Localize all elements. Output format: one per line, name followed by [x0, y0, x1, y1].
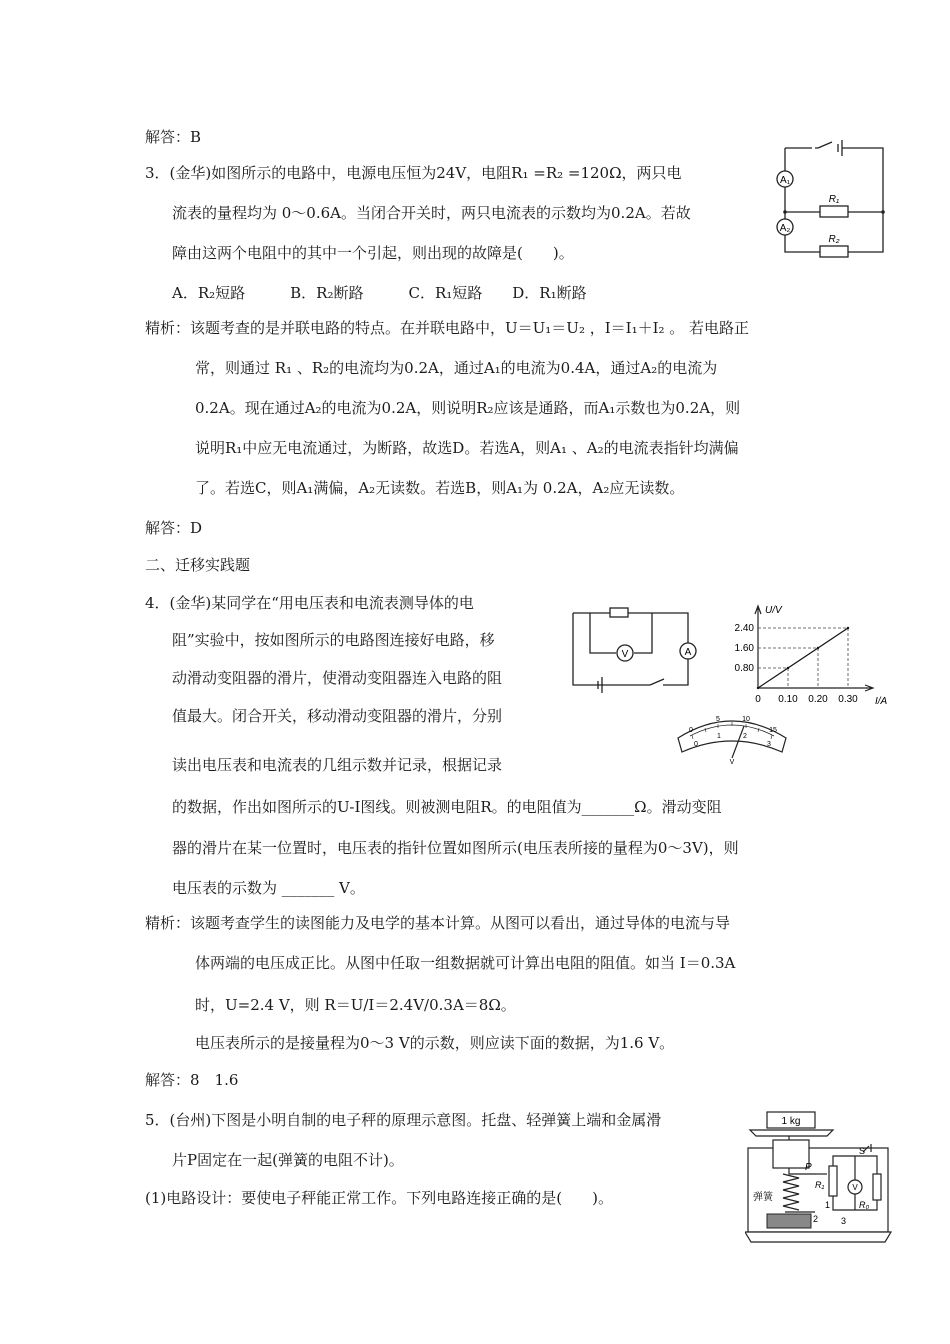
- q3-analysis-1: 精析：该题考查的是并联电路的特点。在并联电路中，U＝U₁＝U₂ ，I＝I₁＋I₂ 。 若电路正: [145, 319, 750, 337]
- chart-y-tick-label: 1.60: [734, 643, 754, 654]
- s-label: S: [859, 1146, 866, 1156]
- q4-ui-chart: [725, 600, 900, 710]
- q3-options: A．R₂短路 B．R₂断路 C．R₁短路 D．R₁断路: [172, 284, 587, 302]
- chart-x-tick-label: 0: [755, 694, 761, 705]
- q3-line1: 3．(金华)如图所示的电路中，电源电压恒为24V，电阻R₁ =R₂ =120Ω，两只电: [145, 164, 682, 182]
- chart-point: [757, 687, 759, 689]
- q4-analysis-2: 体两端的电压成正比。从图中任取一组数据就可计算出电阻的阻值。如当 I＝0.3A: [195, 954, 736, 972]
- q3-line3: 障由这两个电阻中的其中一个引起，则出现的故障是( )。: [172, 244, 574, 262]
- dial-top-5: 5: [716, 716, 720, 723]
- chart-point: [817, 647, 819, 649]
- q4-line4: 值最大。闭合开关，移动滑动变阻器的滑片，分别: [172, 707, 503, 725]
- q4-answer: 解答：8 1.6: [145, 1071, 239, 1089]
- r0-label: R₀: [859, 1200, 870, 1210]
- dial-top-0: 0: [689, 727, 693, 734]
- spring-label: 弹簧: [753, 1192, 773, 1203]
- a2-label: A₂: [779, 223, 791, 234]
- chart-ylabel: U/V: [765, 605, 782, 616]
- terminal-1: 1: [825, 1200, 831, 1210]
- a1-label: A₁: [779, 175, 791, 186]
- dial-bottom-3: 3: [767, 741, 771, 748]
- q3-analysis-4: 说明R₁中应无电流通过，为断路，故选D。若选A，则A₁ 、A₂的电流表指针均满偏: [195, 439, 739, 457]
- dial-top-15: 15: [769, 727, 777, 734]
- chart-data-line: [758, 628, 848, 688]
- q5-line3: (1)电路设计：要使电子秤能正常工作。下列电路连接正确的是( )。: [145, 1189, 613, 1207]
- q3-line2: 流表的量程均为 0～0.6A。当闭合开关时，两只电流表的示数均为0.2A。若故: [172, 204, 691, 222]
- section-heading: 二、迁移实践题: [145, 556, 251, 574]
- weight-label: 1 kg: [781, 1116, 801, 1127]
- v-label-q5: V: [852, 1183, 858, 1192]
- chart-x-tick-label: 0.20: [808, 694, 828, 705]
- dial-bottom-2: 2: [743, 733, 747, 740]
- q5-line1: 5．(台州)下图是小明自制的电子秤的原理示意图。托盘、轻弹簧上端和金属滑: [145, 1111, 662, 1129]
- q3-analysis-2: 常，则通过 R₁ 、R₂的电流均为0.2A，通过A₁的电流为0.4A，通过A₂的电流为: [195, 359, 718, 377]
- chart-y-tick-label: 2.40: [734, 623, 754, 634]
- q4-line6: 的数据，作出如图所示的U-I图线。则被测电阻R。的电阻值为_______Ω。滑动变阻: [172, 798, 722, 816]
- q5-scale-diagram: [745, 1108, 895, 1248]
- dial-bottom-0: 0: [694, 741, 698, 748]
- terminal-3: 3: [841, 1216, 847, 1226]
- chart-point: [847, 627, 849, 629]
- dial-top-10: 10: [742, 716, 750, 723]
- chart-point: [787, 667, 789, 669]
- q3-circuit-diagram: [770, 130, 890, 260]
- p-label: P: [805, 1162, 812, 1173]
- dial-bottom-1: 1: [717, 733, 721, 740]
- q4-circuit-diagram: [568, 605, 718, 695]
- q4-line3: 动滑动变阻器的滑片，使滑动变阻器连入电路的阻: [172, 669, 503, 687]
- q2-answer: 解答：B: [145, 128, 202, 146]
- voltmeter-dial: [672, 708, 792, 766]
- q4-line5: 读出电压表和电流表的几组示数并记录，根据记录: [172, 756, 503, 774]
- q4-line1: 4．(金华)某同学在“用电压表和电流表测导体的电: [145, 594, 474, 612]
- q3-analysis-3: 0.2A。现在通过A₂的电流为0.2A，则说明R₂应该是通路，而A₁示数也为0.2A，则: [195, 399, 741, 417]
- r2-label: R₂: [828, 234, 840, 245]
- q4-analysis-1: 精析：该题考查学生的读图能力及电学的基本计算。从图可以看出，通过导体的电流与导: [145, 914, 731, 932]
- chart-x-tick-label: 0.10: [778, 694, 798, 705]
- q5-line2: 片P固定在一起(弹簧的电阻不计)。: [172, 1151, 404, 1169]
- q3-answer: 解答：D: [145, 519, 203, 537]
- q3-analysis-5: 了。若选C，则A₁满偏，A₂无读数。若选B，则A₁为 0.2A，A₂应无读数。: [195, 479, 685, 497]
- chart-x-tick-label: 0.30: [838, 694, 858, 705]
- r1-label: R₁: [828, 194, 840, 205]
- q4-analysis-4: 电压表所示的是接量程为0～3 V的示数，则应读下面的数据，为1.6 V。: [195, 1034, 675, 1052]
- dial-unit: V: [729, 759, 735, 766]
- terminal-2: 2: [813, 1214, 819, 1224]
- q4-line2: 阻”实验中，按如图所示的电路图连接好电路，移: [172, 631, 495, 649]
- q4-v-label: V: [621, 649, 629, 660]
- r1-label-q5: R₁: [815, 1180, 825, 1190]
- q4-a-label: A: [684, 647, 692, 658]
- q4-analysis-3: 时，U=2.4 V，则 R＝U/I＝2.4V/0.3A＝8Ω。: [195, 996, 516, 1014]
- chart-xlabel: I/A: [875, 696, 888, 707]
- chart-y-tick-label: 0.80: [734, 663, 754, 674]
- q4-line8: 电压表的示数为 _______ V。: [172, 879, 365, 897]
- q4-line7: 器的滑片在某一位置时，电压表的指针位置如图所示(电压表所接的量程为0～3V)，则: [172, 839, 739, 857]
